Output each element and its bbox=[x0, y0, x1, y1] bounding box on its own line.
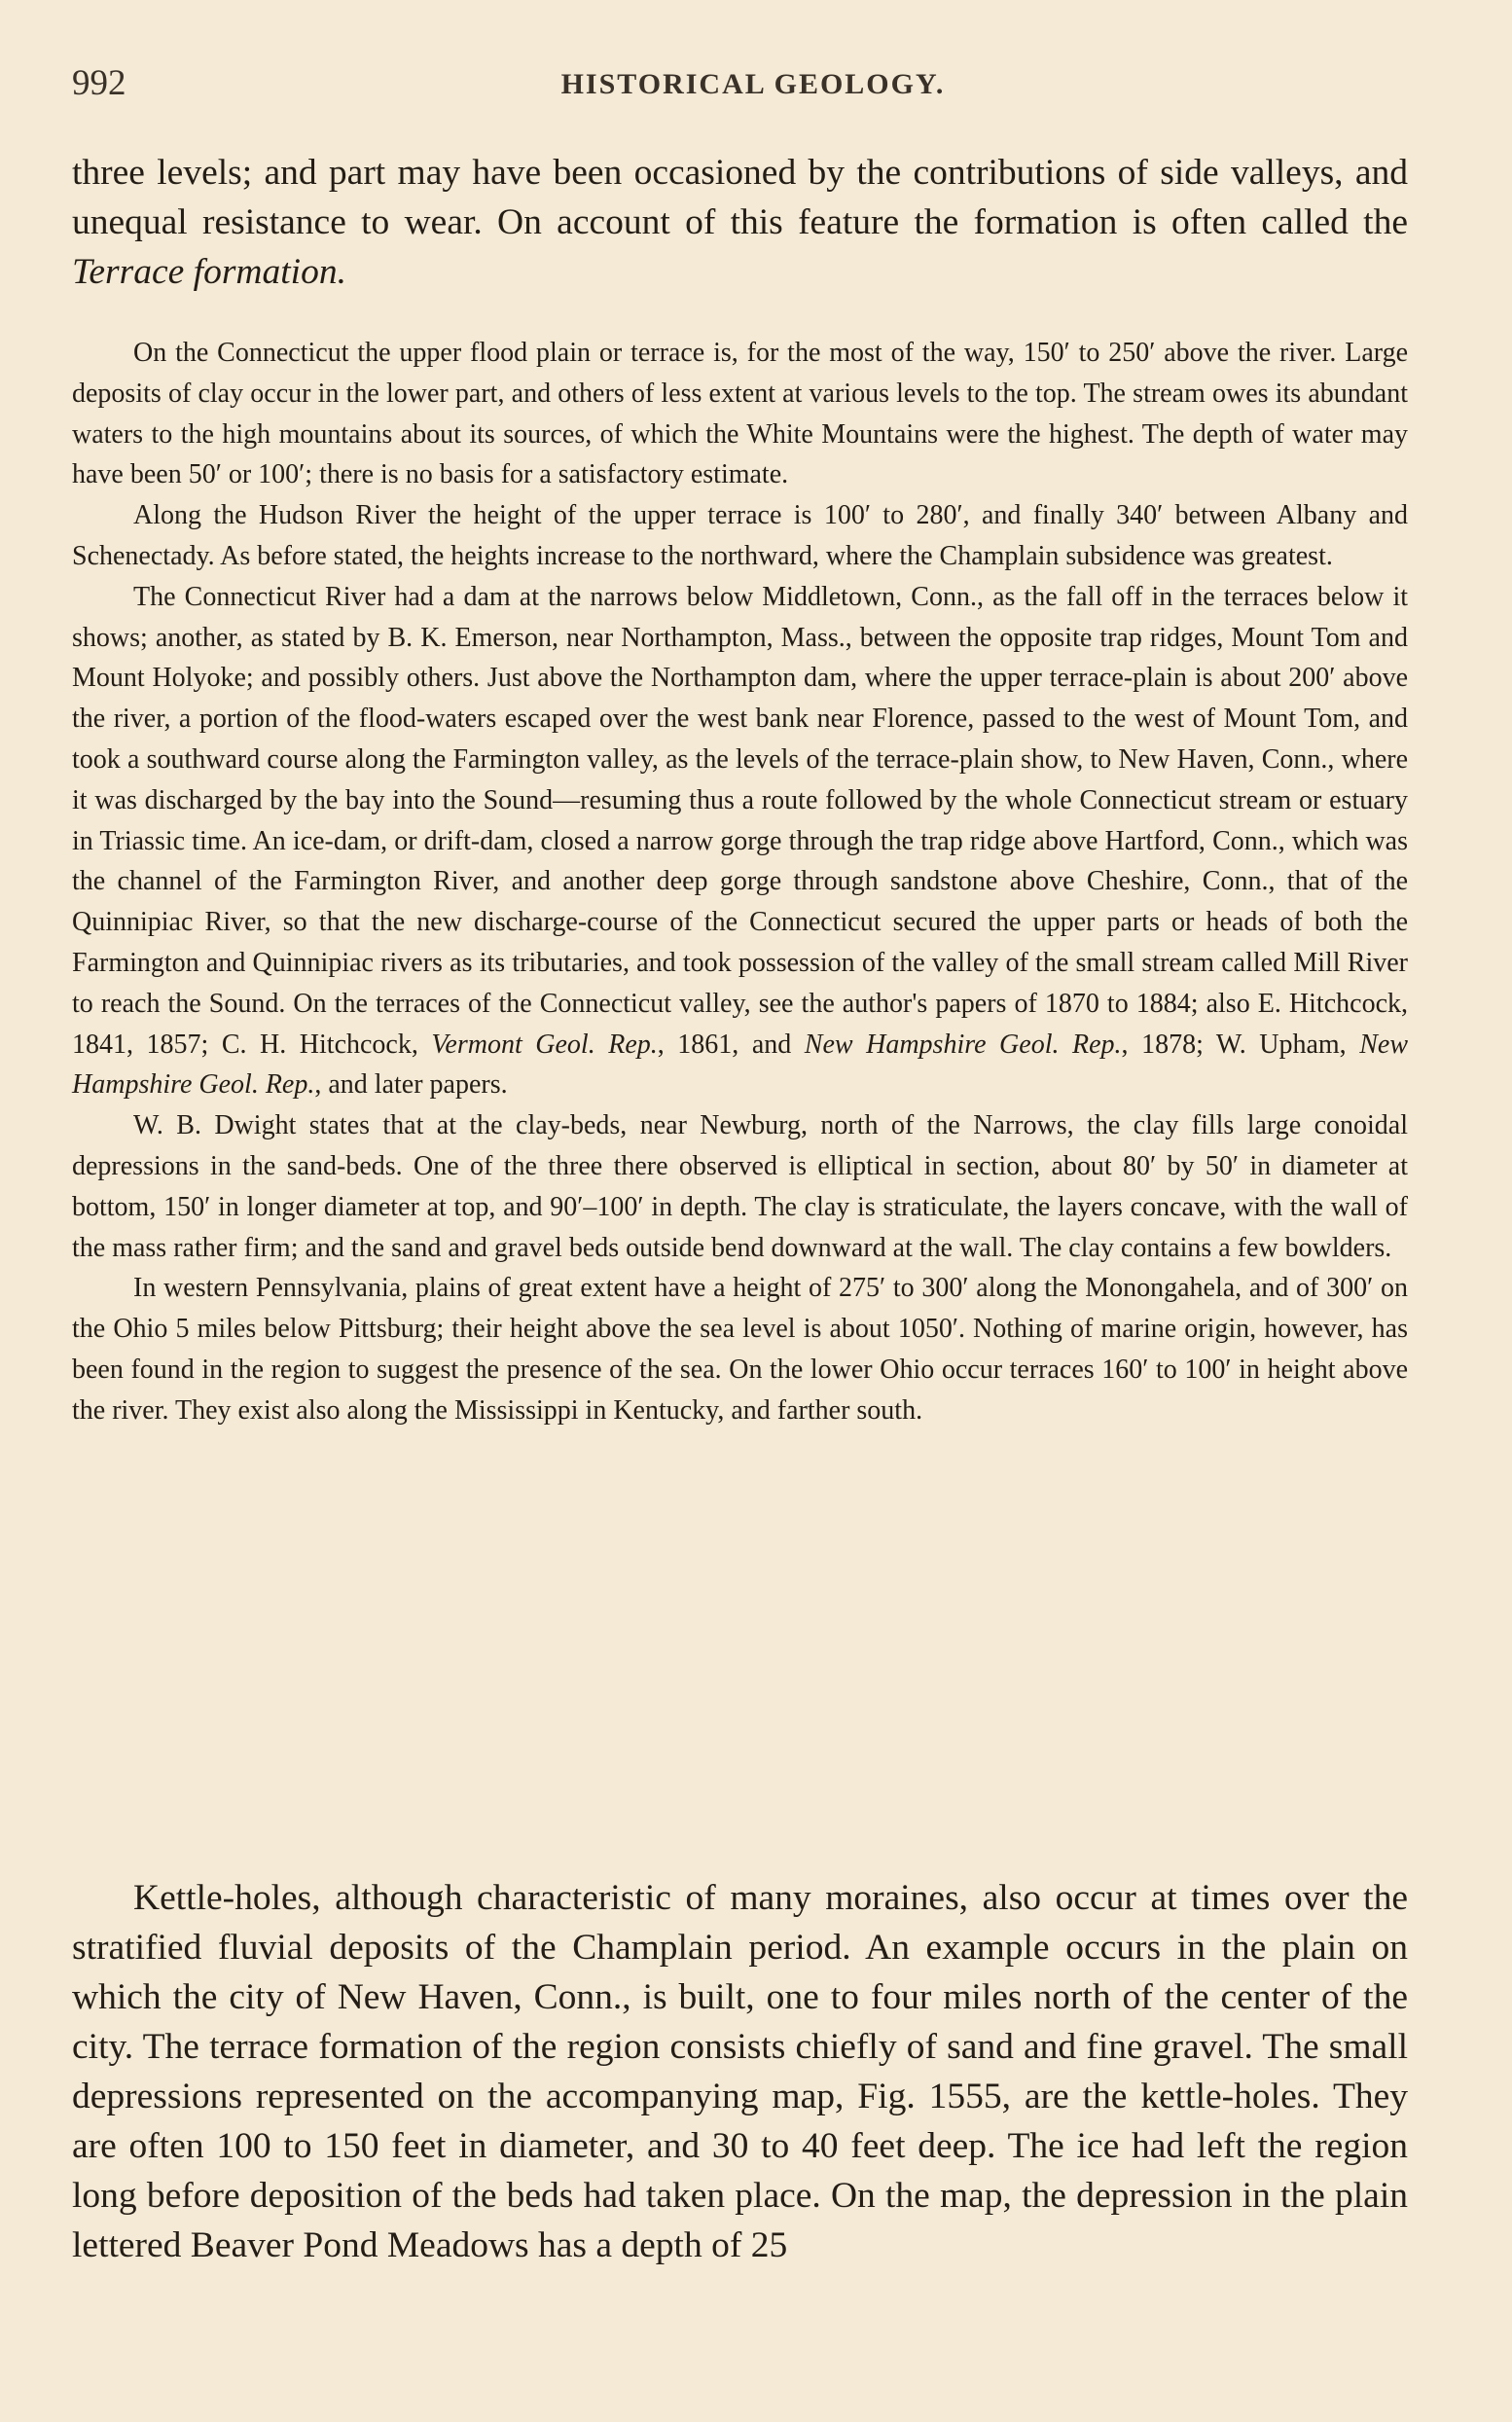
kettle-holes-paragraph: Kettle-holes, although characteristic of many moraines, also occur at times over the stratified fluvial deposits of the Champlain period. An example occurs in the plain on which the city of New Haven, Conn., is built, one to four miles north of the center of the city. The terrace formation of the region consists chiefly of sand and fine gravel. The small depressions represented on the accompanying map, Fig. 1555, are the kettle-holes. They are often 100 to 150 feet in diameter, and 30 to 40 feet deep. The ice had left the region long before deposition of the beds had taken place. On the map, the depression in the plain lettered Beaver Pond Meadows has a depth of 25 bbox=[72, 1878, 1408, 2265]
intro-text: three levels; and part may have been occasioned by the contributions of side valleys, and unequal resistance to wear. On account of this feature the formation is often called the bbox=[72, 153, 1408, 242]
page-number: 992 bbox=[72, 63, 126, 103]
small-print-notes bbox=[72, 333, 1408, 1431]
note-text: , 1878; W. Upham, bbox=[1121, 1029, 1360, 1060]
running-head: HISTORICAL GEOLOGY. bbox=[560, 68, 946, 100]
note-connecticut: On the Connecticut the upper flood plain or terrace is, for the most of the way, 150′ to 250′ above the river. Large deposits of clay occur in the lower part, and others of less extent at various levels to the top. The stream owes its abundant waters to the high mountains about its sources, of which the White Mountains were the highest. The depth of water may have been 50′ or 100′; there is no basis for a satisfactory estimate. bbox=[72, 338, 1408, 490]
citation-italic: Vermont Geol. Rep. bbox=[431, 1029, 658, 1060]
intro-italic-term: Terrace formation. bbox=[72, 252, 346, 292]
citation-italic: New Hampshire Geol. Rep. bbox=[72, 1029, 1408, 1101]
note-connecticut-dam bbox=[72, 577, 1408, 1105]
note-hudson: Along the Hudson River the height of the upper terrace is 100′ to 280′, and finally 340′ between Albany and Schenectady. As before stated, the heights increase to the northward, where the Champlain subsidence was greatest. bbox=[72, 500, 1408, 571]
note-dwight: W. B. Dwight states that at the clay-beds, near Newburg, north of the Narrows, the clay fills large conoidal depressions in the sand-beds. One of the three there observed is elliptical in section, about 80′ by 50′ in diameter at bottom, 150′ in longer diameter at top, and 90′–100′ in depth. The clay is straticulate, the layers concave, with the wall of the mass rather firm; and the sand and gravel beds outside bend downward at the wall. The clay contains a few bowlders. bbox=[72, 1110, 1408, 1263]
note-pennsylvania: In western Pennsylvania, plains of great extent have a height of 275′ to 300′ along the Monongahela, and of 300′ on the Ohio 5 miles below Pittsburg; their height above the sea level is about 1050′. Nothing of marine origin, however, has been found in the region to suggest the presence of the sea. On the lower Ohio occur terraces 160′ to 100′ in height above the river. They exist also along the Mississippi in Kentucky, and farther south. bbox=[72, 1273, 1408, 1426]
page-header bbox=[72, 62, 1434, 121]
note-text: , and later papers. bbox=[314, 1069, 508, 1101]
citation-italic: New Hampshire Geol. Rep. bbox=[804, 1029, 1122, 1060]
intro-paragraph bbox=[72, 148, 1408, 297]
note-text: The Connecticut River had a dam at the narrows below Middletown, Conn., as the fall off in the terraces below it shows; another, as stated by B. K. Emerson, near Northampton, Mass., between the opposite trap ridges, Mount Tom and Mount Holyoke; and possibly others. Just above the Northampton dam, where the upper terrace-plain is about 200′ above the river, a portion of the flood-waters escaped over the west bank near Florence, passed to the west of Mount Tom, and took a southward course along the Farmington valley, as the levels of the terrace-plain show, to New Haven, Conn., where it was discharged by the bay into the Sound—resuming thus a route followed by the whole Connecticut stream or estuary in Triassic time. An ice-dam, or drift-dam, closed a narrow gorge through the trap ridge above Hartford, Conn., which was the channel of the Farmington River, and another deep gorge through sandstone above Cheshire, Conn., that of the Quinnipiac River, so that the new discharge-course of the Connecticut secured the upper parts or heads of both the Farmington and Quinnipiac rivers as its tributaries, and took possession of the valley of the small stream called Mill River to reach the Sound. On the terraces of the Connecticut valley, see the author's papers of 1870 to 1884; also E. Hitchcock, 1841, 1857; C. H. Hitchcock, bbox=[72, 581, 1408, 1060]
note-text: , 1861, and bbox=[657, 1029, 805, 1060]
